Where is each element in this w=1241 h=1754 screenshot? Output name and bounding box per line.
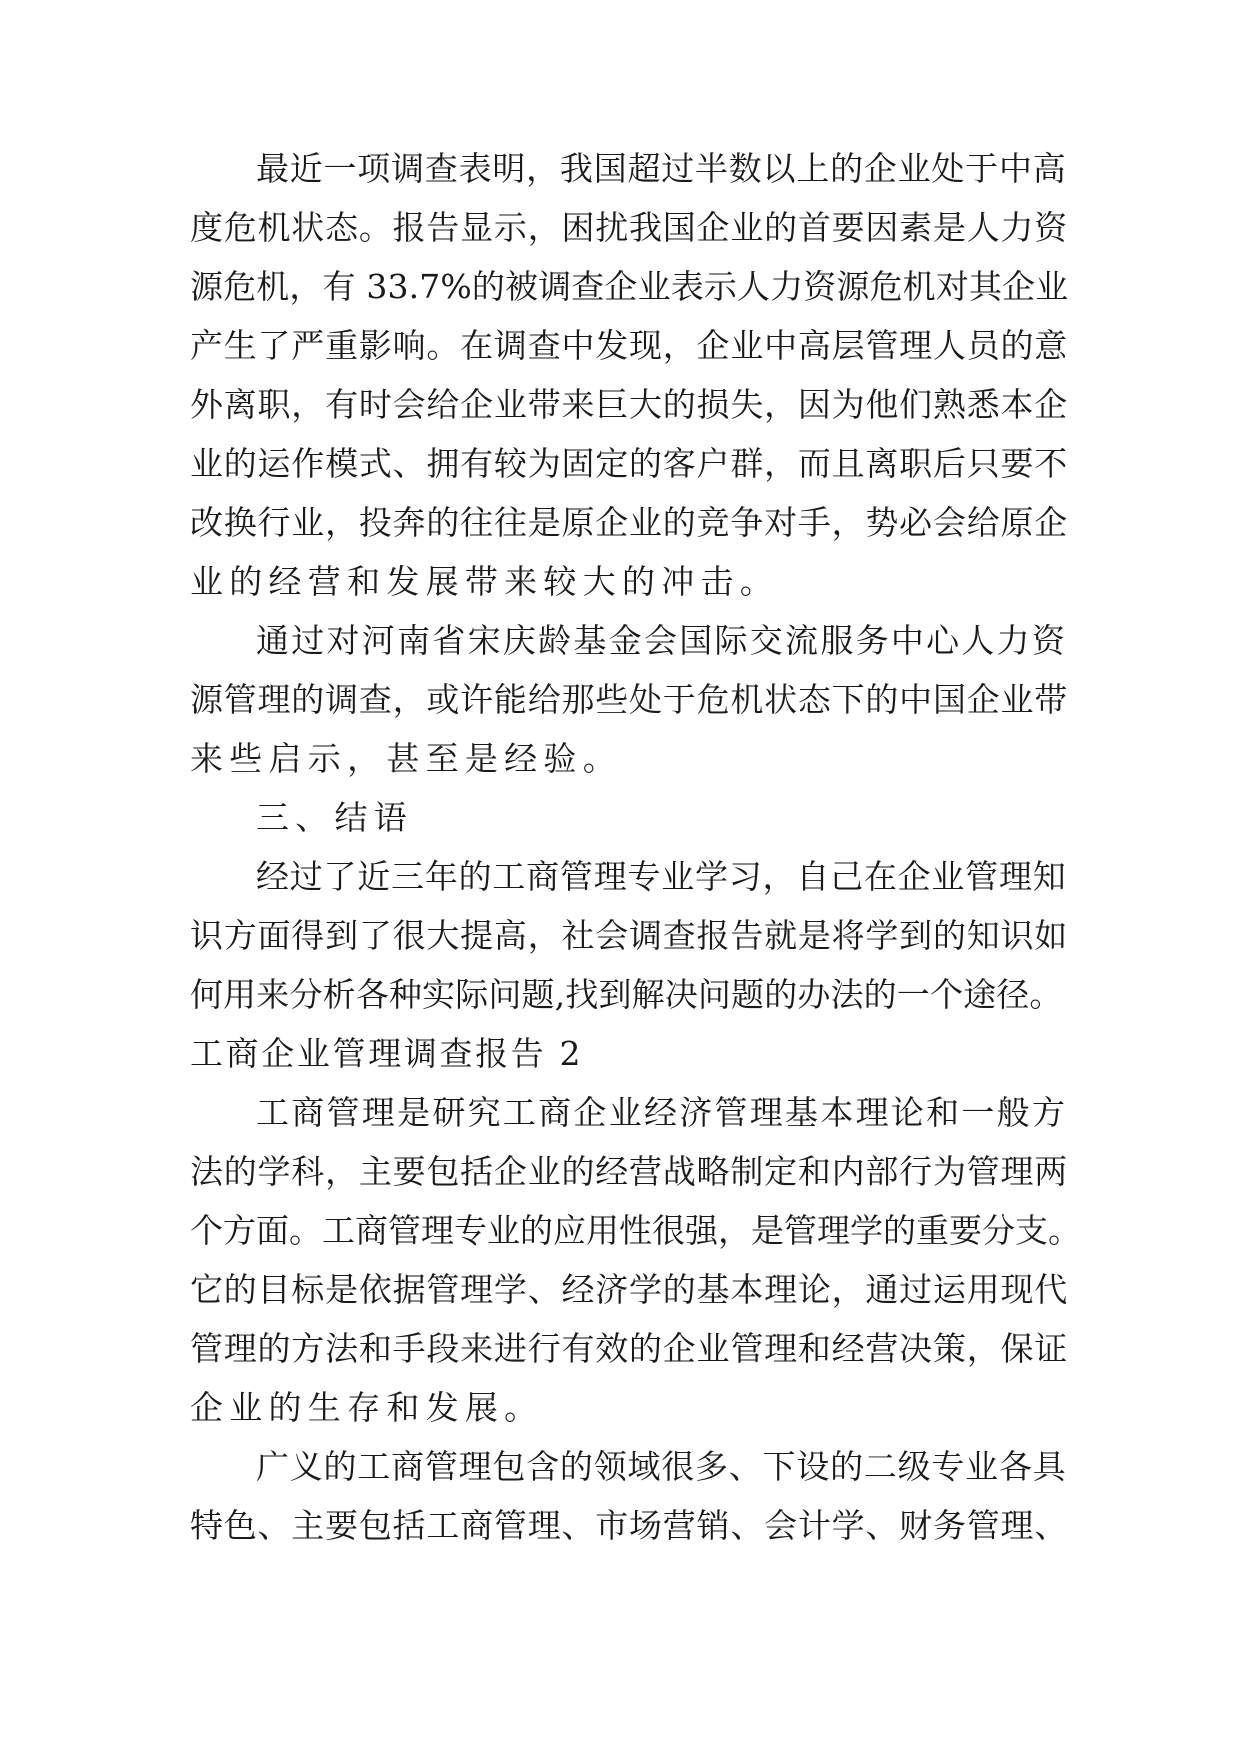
report-title: 工商企业管理调查报告 2 (190, 1034, 584, 1073)
paragraph-line: 产生了严重影响。在调查中发现，企业中高层管理人员的意 (190, 326, 1069, 365)
paragraph-line: 识方面得到了很大提高，社会调查报告就是将学到的知识如 (190, 916, 1069, 955)
paragraph-line: 工商管理是研究工商企业经济管理基本理论和一般方 (256, 1093, 1068, 1132)
paragraph-line: 最近一项调查表明，我国超过半数以上的企业处于中高 (256, 149, 1067, 188)
paragraph-line: 改换行业，投奔的往往是原企业的竞争对手，势必会给原企 (190, 503, 1069, 542)
paragraph-line: 企业的生存和发展。 (190, 1388, 544, 1427)
paragraph-line: 法的学科，主要包括企业的经营战略制定和内部行为管理两 (190, 1152, 1069, 1191)
paragraph-line: 特色、主要包括工商管理、市场营销、会计学、财务管理、 (190, 1506, 1069, 1545)
section-heading: 三、结语 (256, 798, 414, 837)
paragraph-line: 个方面。工商管理专业的应用性很强，是管理学的重要分支。 (190, 1211, 1081, 1250)
paragraph-line: 经过了近三年的工商管理专业学习，自己在企业管理知 (256, 857, 1067, 896)
paragraph-line: 业的经营和发展带来较大的冲击。 (190, 562, 780, 601)
paragraph-line: 业的运作模式、拥有较为固定的客户群，而且离职后只要不 (190, 444, 1069, 483)
paragraph-line: 何用来分析各种实际问题,找到解决问题的办法的一个途径。 (190, 975, 1063, 1014)
paragraph-line: 来些启示，甚至是经验。 (190, 739, 622, 778)
paragraph-line: 通过对河南省宋庆龄基金会国际交流服务中心人力资 (256, 621, 1068, 660)
paragraph-line: 源危机，有 33.7%的被调查企业表示人力资源危机对其企业 (190, 267, 1069, 306)
paragraph-line: 度危机状态。报告显示，困扰我国企业的首要因素是人力资 (190, 208, 1069, 247)
paragraph-line: 源管理的调查，或许能给那些处于危机状态下的中国企业带 (190, 680, 1069, 719)
paragraph-line: 外离职，有时会给企业带来巨大的损失，因为他们熟悉本企 (190, 385, 1069, 424)
paragraph-line: 广义的工商管理包含的领域很多、下设的二级专业各具 (256, 1447, 1067, 1486)
paragraph-line: 管理的方法和手段来进行有效的企业管理和经营决策，保证 (190, 1329, 1069, 1368)
paragraph-line: 它的目标是依据管理学、经济学的基本理论，通过运用现代 (190, 1270, 1069, 1309)
